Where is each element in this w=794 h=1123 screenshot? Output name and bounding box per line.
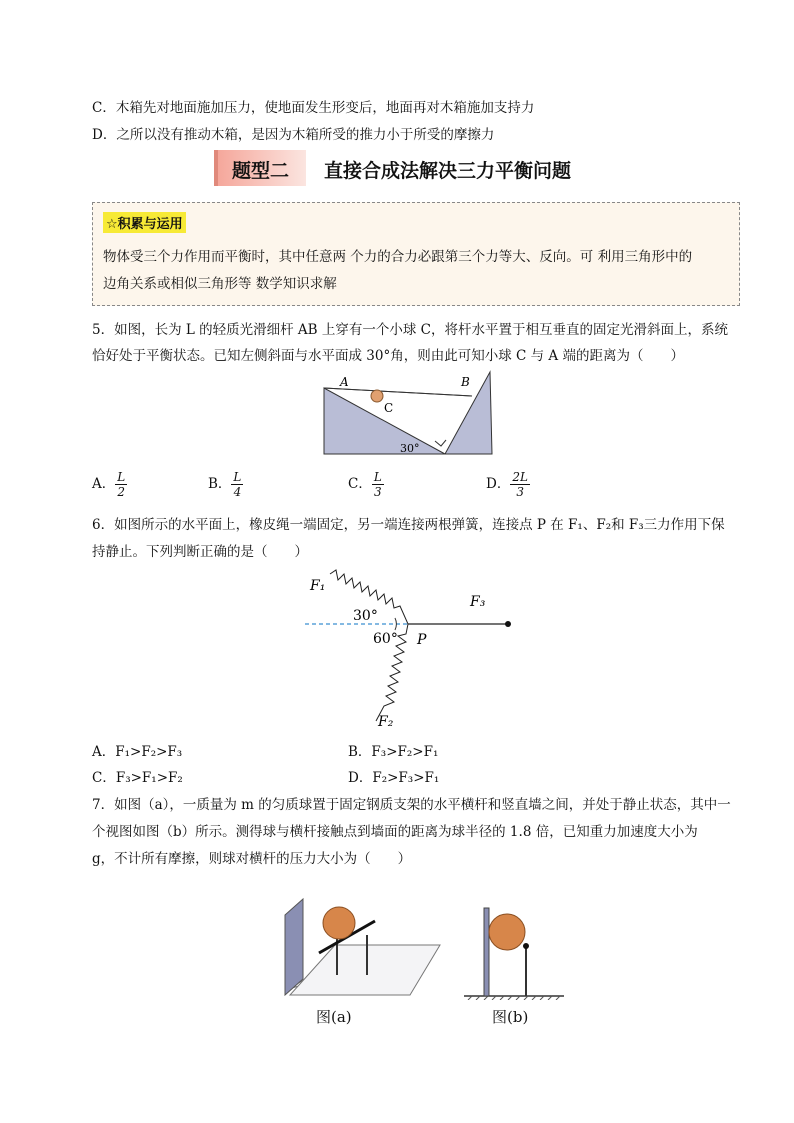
ball: [323, 907, 355, 939]
label-30: 30°: [400, 442, 420, 455]
ball-c: [371, 390, 383, 402]
tip-tag: [103, 212, 186, 233]
label-30deg: 30°: [353, 608, 378, 624]
label-f1: F₁: [310, 578, 326, 594]
ball-side: [489, 914, 525, 950]
q6-option-c: C．F₃>F₁>F₂: [92, 770, 183, 786]
section-type: 题型二: [232, 160, 290, 182]
label-a: A: [340, 375, 349, 389]
q5-option-a: A． $\frac{L}{2}$: [92, 470, 126, 499]
label-f2: F₂: [378, 714, 394, 730]
caption-a: 图(a): [316, 1008, 352, 1026]
q6-figure: [300, 566, 530, 731]
q5-line-1: 5．如图，长为 L 的轻质光滑细杆 AB 上穿有一个小球 C，将杆水平置于相互垂直的固定光滑斜面上，系统: [92, 322, 729, 338]
caption-b: 图(b): [492, 1008, 529, 1026]
q5-option-c: C． $\frac{L}{3}$: [348, 470, 382, 499]
prev-option-d: D．之所以没有推动木箱，是因为木箱所受的推力小于所受的摩擦力: [92, 127, 495, 143]
label-f3: F₃: [470, 594, 486, 610]
q6-option-a: A．F₁>F₂>F₃: [92, 744, 183, 760]
q5-option-b: B． $\frac{L}{4}$: [208, 470, 242, 499]
tip-tag-label: 积累与运用: [117, 217, 183, 232]
q6-option-d: D．F₂>F₃>F₁: [348, 770, 440, 786]
star-icon: ☆: [106, 217, 118, 232]
tip-line-2: 边角关系或相似三角形等 数学知识求解: [103, 276, 337, 292]
q6-line-1: 6．如图所示的水平面上，橡皮绳一端固定，另一端连接两根弹簧，连接点 P 在 F₁、F₂和 F₃三力作用下保: [92, 517, 725, 533]
q7-line-2: 个视图如图（b）所示。测得球与横杆接触点到墙面的距离为球半径的 1.8 倍，已知重力加速度大小为: [92, 824, 698, 840]
q5-line-2: 恰好处于平衡状态。已知左侧斜面与水平面成 30°角，则由此可知小球 C 与 A 端的距离为（ ）: [92, 348, 684, 364]
prev-option-c: C．木箱先对地面施加压力，使地面发生形变后，地面再对木箱施加支持力: [92, 100, 535, 116]
q6-line-2: 持静止。下列判断正确的是（ ）: [92, 544, 308, 560]
section-title: 直接合成法解决三力平衡问题: [324, 160, 572, 182]
q7-line-1: 7．如图（a），一质量为 m 的匀质球置于固定钢质支架的水平横杆和竖直墙之间，并处于静止状态，其中一: [92, 797, 731, 813]
label-b: B: [461, 375, 470, 389]
q7-figure-b: [460, 900, 570, 1000]
tip-line-1: 物体受三个力作用而平衡时，其中任意两 个力的合力必跟第三个力等大、反向。可 利用三角形中的: [103, 249, 693, 265]
q7-figure-a: [255, 895, 445, 1005]
q7-line-3: g，不计所有摩擦，则球对横杆的压力大小为（ ）: [92, 851, 412, 867]
q5-figure: [320, 368, 500, 458]
q5-option-d: D． $\frac{2L}{3}$: [486, 470, 528, 499]
label-p: P: [417, 632, 427, 648]
q6-option-b: B．F₃>F₂>F₁: [348, 744, 439, 760]
label-60deg: 60°: [373, 631, 398, 647]
label-c: C: [384, 401, 394, 415]
